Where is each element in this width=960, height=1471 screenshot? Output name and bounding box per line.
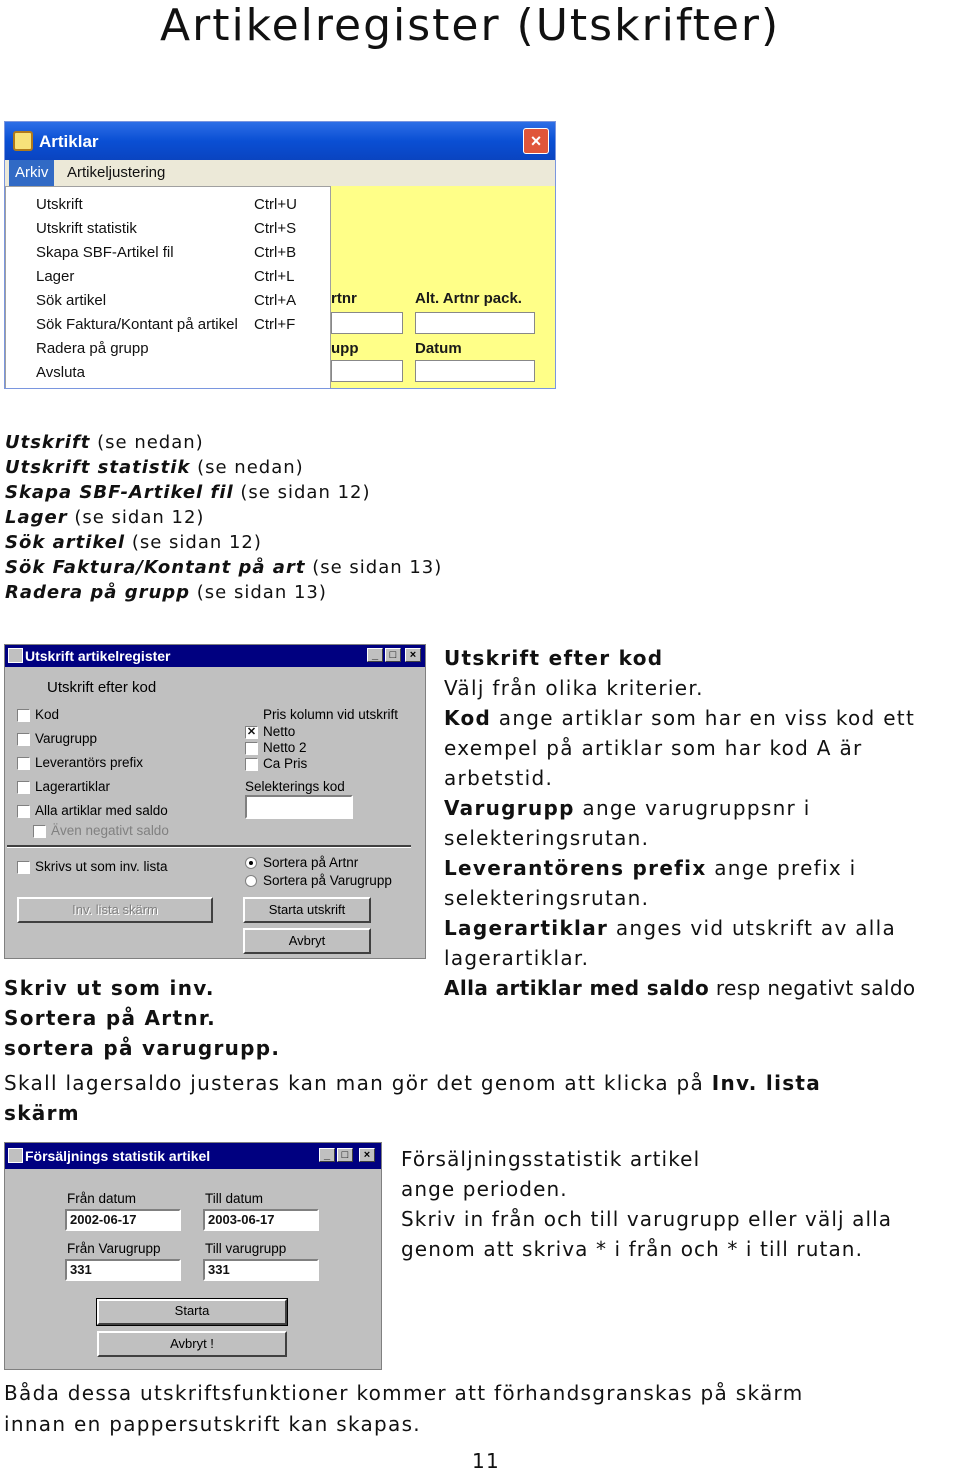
section-heading: Utskrift efter kod (444, 646, 664, 670)
desc-line: Skriv in från och till varugrupp eller välj alla (401, 1207, 893, 1231)
desc-line: selekteringsrutan. (444, 826, 650, 850)
desc-line: Varugrupp ange varugruppsnr i (444, 796, 811, 820)
window-title: Utskrift artikelregister (25, 648, 171, 664)
menu-item-lager[interactable]: Lager Ctrl+L (36, 268, 295, 285)
close-icon[interactable]: × (359, 1148, 375, 1162)
utskrift-window-screenshot (4, 644, 426, 959)
maximize-icon[interactable]: □ (337, 1148, 353, 1162)
checkbox-negativt-saldo[interactable] (33, 825, 46, 838)
window-titlebar (5, 645, 425, 667)
desc-line: exempel på artiklar som har kod A är (444, 736, 863, 760)
grupp-label: upp (331, 340, 359, 357)
alt-artnr-label: Alt. Artnr pack. (415, 290, 522, 307)
checkbox-lagerartiklar[interactable] (17, 781, 30, 794)
checkbox-kod[interactable] (17, 709, 30, 722)
till-varugrupp-input[interactable]: 331 (203, 1259, 319, 1281)
desc-line: lagerartiklar. (444, 946, 590, 970)
window-title: Försäljnings statistik artikel (25, 1148, 211, 1164)
menu-item-utskrift[interactable]: Utskrift Ctrl+U (36, 196, 297, 213)
alt-artnr-field[interactable] (415, 312, 535, 334)
checkbox-label: Leverantörs prefix (35, 755, 144, 770)
checkbox-label: Netto (263, 724, 296, 739)
footer-line: innan en pappersutskrift kan skapas. (4, 1412, 421, 1436)
checkbox-label: Kod (35, 707, 60, 722)
menu-item-avsluta[interactable]: Avsluta (36, 364, 85, 381)
app-icon (8, 648, 23, 663)
desc-line: Leverantörens prefix ange prefix i (444, 856, 857, 880)
arkiv-dropdown-menu (5, 186, 331, 389)
datum-label: Datum (415, 340, 462, 357)
intro-line: Välj från olika kriterier. (444, 676, 704, 700)
checkbox-label: Ca Pris (263, 756, 308, 771)
checkbox-label: Lagerartiklar (35, 779, 111, 794)
form-heading: Utskrift efter kod (47, 679, 157, 696)
menubar (5, 160, 555, 186)
minimize-icon[interactable]: _ (367, 648, 383, 662)
desc-line: Alla artiklar med saldo resp negativt saldo (444, 976, 916, 1000)
separator (7, 845, 411, 848)
artnr-field[interactable] (331, 312, 403, 334)
sort-notes (4, 973, 280, 1063)
inv-lista-skarm-button[interactable]: Inv. lista skärm (17, 897, 213, 923)
datum-field[interactable] (415, 360, 535, 382)
menu-note: Sök Faktura/Kontant på art (se sidan 13) (5, 557, 443, 578)
starta-utskrift-button[interactable]: Starta utskrift (243, 897, 371, 923)
checkbox-netto[interactable]: ✕ (246, 726, 257, 738)
menu-note: Utskrift (se nedan) (5, 432, 204, 453)
checkbox-netto-2[interactable] (245, 742, 258, 755)
artiklar-window-screenshot (4, 121, 556, 389)
close-icon[interactable]: × (405, 648, 421, 662)
checkbox-inv-lista[interactable] (17, 861, 30, 874)
statistik-window-screenshot (4, 1142, 382, 1370)
selektering-input[interactable] (245, 795, 353, 819)
fran-varugrupp-label: Från Varugrupp (67, 1241, 161, 1256)
menu-item-utskrift-statistik[interactable]: Utskrift statistik Ctrl+S (36, 220, 297, 237)
window-titlebar (5, 122, 555, 160)
checkbox-label: Netto 2 (263, 740, 307, 755)
grupp-field[interactable] (331, 360, 403, 382)
menu-arkiv[interactable]: Arkiv (9, 160, 54, 186)
menu-notes-list (5, 430, 442, 605)
lagersaldo-paragraph: Skall lagersaldo justeras kan man gör det genom att klicka på Inv. lista skärm (4, 1071, 822, 1125)
note-line: Skriv ut som inv. (4, 976, 215, 1000)
close-icon[interactable]: × (523, 128, 549, 154)
pris-kolumn-label: Pris kolumn vid utskrift (263, 707, 399, 722)
note-line: sortera på varugrupp. (4, 1036, 281, 1060)
note-line: Sortera på Artnr. (4, 1006, 217, 1030)
statistik-description (401, 1144, 892, 1264)
page-number: 11 (472, 1449, 501, 1471)
desc-line: Lagerartiklar anges vid utskrift av alla (444, 916, 897, 940)
fran-datum-label: Från datum (67, 1191, 137, 1206)
avbryt-button[interactable]: Avbryt (243, 928, 371, 954)
menu-note: Lager (se sidan 12) (5, 507, 205, 528)
footer-paragraph (4, 1378, 803, 1440)
desc-line: genom att skriva * i från och * i till rutan. (401, 1237, 864, 1261)
menu-note: Utskrift statistik (se nedan) (5, 457, 304, 478)
menu-note: Skapa SBF-Artikel fil (se sidan 12) (5, 482, 371, 503)
checkbox-ca-pris[interactable] (245, 758, 258, 771)
menu-note: Sök artikel (se sidan 12) (5, 532, 262, 553)
till-datum-input[interactable]: 2003-06-17 (203, 1209, 319, 1231)
checkbox-label: Varugrupp (35, 731, 98, 746)
radio-label: Sortera på Artnr (263, 855, 359, 870)
radio-sortera-varugrupp[interactable] (245, 875, 257, 887)
radio-label: Sortera på Varugrupp (263, 873, 392, 888)
menu-note: Radera på grupp (se sidan 13) (5, 582, 327, 603)
desc-line: selekteringsrutan. (444, 886, 650, 910)
menu-item-radera-grupp[interactable]: Radera på grupp (36, 340, 149, 357)
menu-item-sok-faktura[interactable]: Sök Faktura/Kontant på artikel Ctrl+F (36, 316, 296, 333)
desc-line: Försäljningsstatistik artikel (401, 1147, 701, 1171)
starta-button[interactable]: Starta (97, 1299, 287, 1325)
till-datum-label: Till datum (205, 1191, 264, 1206)
menu-item-sok-artikel[interactable]: Sök artikel Ctrl+A (36, 292, 297, 309)
fran-varugrupp-input[interactable]: 331 (65, 1259, 181, 1281)
fran-datum-input[interactable]: 2002-06-17 (65, 1209, 181, 1231)
footer-line: Båda dessa utskriftsfunktioner kommer att förhandsgranskas på skärm (4, 1381, 804, 1405)
checkbox-label: Skrivs ut som inv. lista (35, 859, 168, 874)
artnr-label: rtnr (331, 290, 357, 307)
radio-sortera-artnr[interactable] (245, 857, 257, 869)
checkbox-alla-saldo[interactable] (17, 805, 30, 818)
utskrift-description (444, 643, 916, 1003)
app-icon (13, 131, 33, 151)
window-titlebar (5, 1143, 381, 1169)
checkbox-label: Alla artiklar med saldo (35, 803, 168, 818)
menu-artikeljustering[interactable]: Artikeljustering (67, 164, 166, 181)
till-varugrupp-label: Till varugrupp (205, 1241, 287, 1256)
window-title: Artiklar (39, 132, 99, 151)
maximize-icon[interactable]: □ (385, 648, 401, 662)
minimize-icon[interactable]: _ (319, 1148, 335, 1162)
desc-line: arbetstid. (444, 766, 554, 790)
page-title: Artikelregister (Utskrifter) (160, 0, 781, 51)
avbryt-button[interactable]: Avbryt ! (97, 1331, 287, 1357)
desc-line: Kod ange artiklar som har en viss kod ett (444, 706, 916, 730)
checkbox-leverantor[interactable] (17, 757, 30, 770)
desc-line: ange perioden. (401, 1177, 568, 1201)
app-icon (8, 1148, 23, 1163)
selektering-label: Selekterings kod (245, 779, 345, 794)
menu-item-skapa-sbf[interactable]: Skapa SBF-Artikel fil Ctrl+B (36, 244, 297, 261)
checkbox-label: Även negativt saldo (51, 823, 169, 838)
checkbox-varugrupp[interactable] (17, 733, 30, 746)
